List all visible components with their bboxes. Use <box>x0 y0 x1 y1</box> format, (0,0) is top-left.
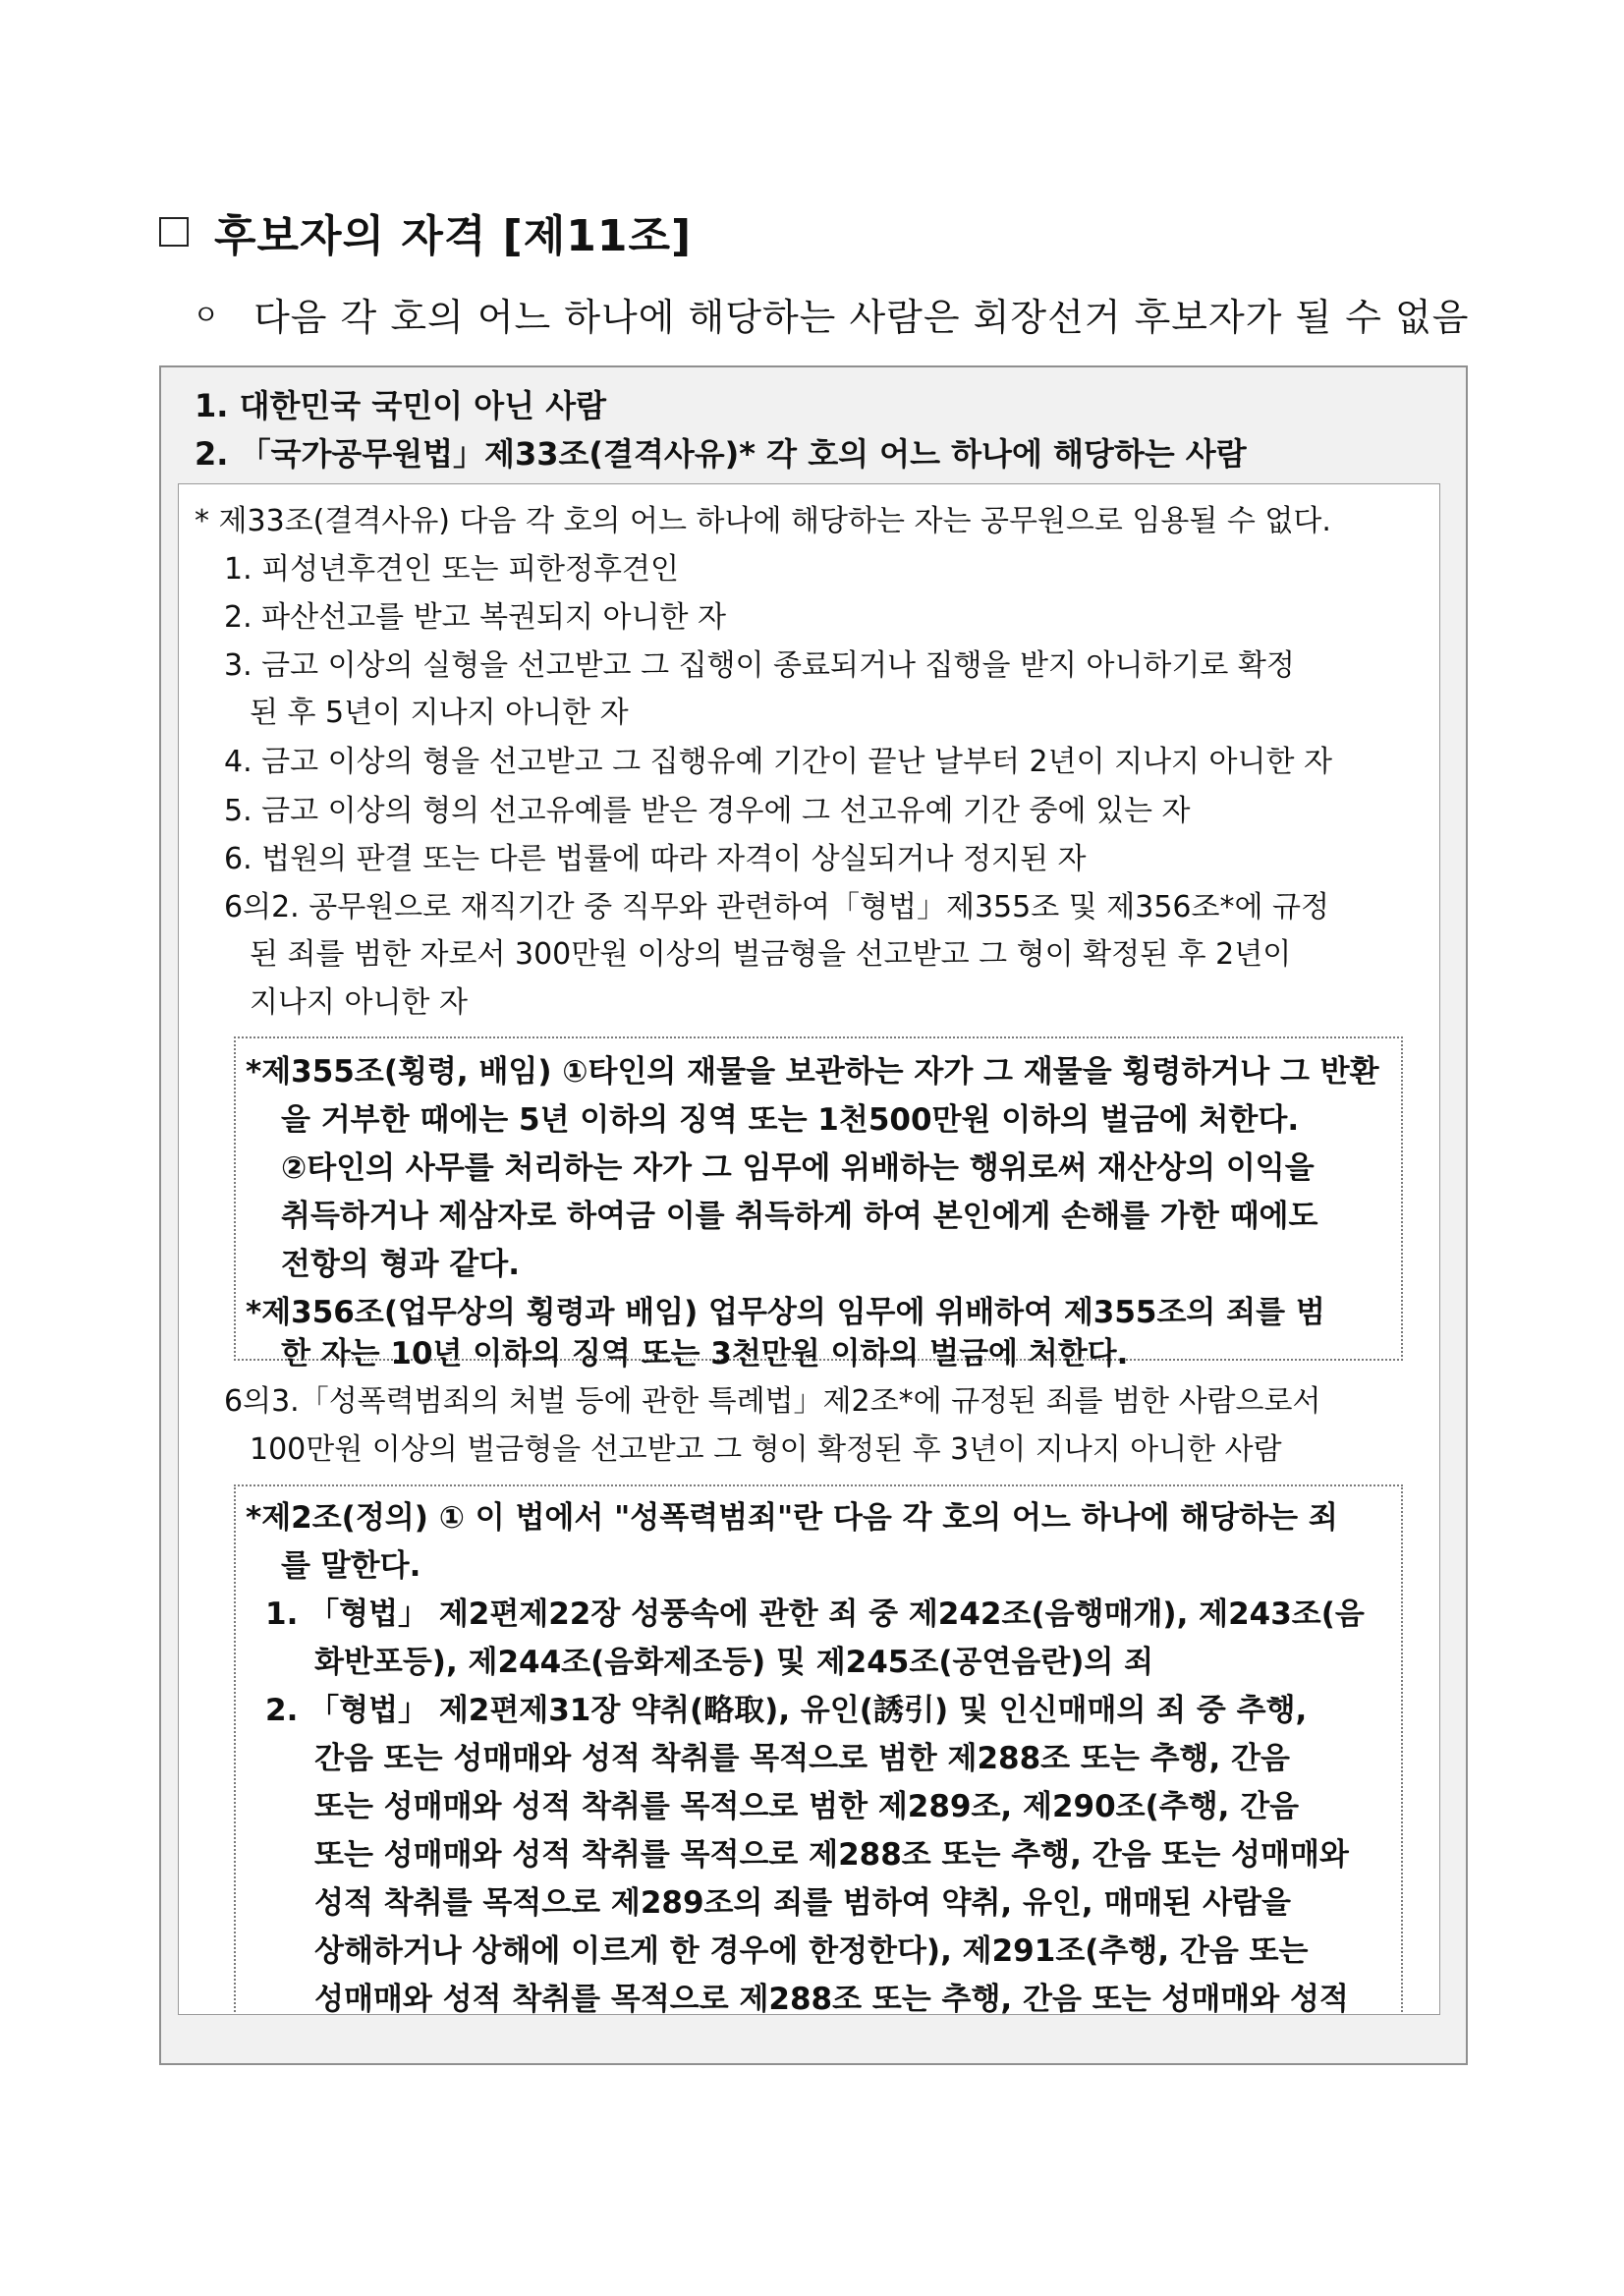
special-act-line: 간음 또는 성매매와 성적 착취를 목적으로 범한 제288조 또는 추행, 간음 <box>314 1741 1290 1776</box>
penal-code-line: ②타인의 사무를 처리하는 자가 그 임무에 위배하는 행위로써 재산상의 이익을 <box>281 1150 1315 1186</box>
penal-code-line: 취득하거나 제삼자로 하여금 이를 취득하게 하여 본인에게 손해를 가한 때에도 <box>281 1199 1318 1234</box>
special-act-line: 1. 「형법」 제2편제22장 성풍속에 관한 죄 중 제242조(음행매개), 제243조(음 <box>265 1596 1365 1632</box>
special-act-line: 또는 성매매와 성적 착취를 목적으로 범한 제289조, 제290조(추행, 간음 <box>314 1789 1300 1824</box>
article33-item-cont: 100만원 이상의 벌금형을 선고받고 그 형이 확정된 후 3년이 지나지 아니한 사람 <box>250 1432 1282 1467</box>
special-act-line: 2. 「형법」 제2편제31장 약취(略取), 유인(誘引) 및 인신매매의 죄 중 추행, <box>265 1693 1308 1728</box>
intro-text: 다음 각 호의 어느 하나에 해당하는 사람은 회장선거 후보자가 될 수 없음 <box>253 295 1470 339</box>
article33-item: 3. 금고 이상의 실형을 선고받고 그 집행이 종료되거나 집행을 받지 아니하기로 확정 <box>224 648 1295 683</box>
special-act-line: 상해하거나 상해에 이르게 한 경우에 한정한다), 제291조(추행, 간음 또는 <box>314 1933 1309 1969</box>
article33-item: 2. 파산선고를 받고 복권되지 아니한 자 <box>224 600 727 635</box>
special-act-line: 성매매와 성적 착취를 목적으로 제288조 또는 추행, 간음 또는 성매매와 성적 <box>314 1982 1349 2015</box>
intro-line <box>193 287 1469 340</box>
checkbox-icon <box>159 217 189 247</box>
special-act-box <box>234 1484 1403 2015</box>
special-act-line: 화반포등), 제244조(음화제조등) 및 제245조(공연음란)의 죄 <box>314 1645 1154 1680</box>
article33-item: 1. 피성년후견인 또는 피한정후견인 <box>224 552 679 587</box>
penal-code-box <box>234 1036 1403 1372</box>
section-title-text: 후보자의 자격 [제11조] <box>214 211 693 261</box>
penal-code-line: 한 자는 10년 이하의 징역 또는 3천만원 이하의 벌금에 처한다. <box>281 1336 1129 1372</box>
criterion-2: 2. 「국가공무원법」제33조(결격사유)* 각 호의 어느 하나에 해당하는 사람 <box>195 435 1247 473</box>
penal-code-line: *제355조(횡령, 배임) ①타인의 재물을 보관하는 자가 그 재물을 횡령하거나 그 반환 <box>246 1054 1379 1090</box>
article33-item: 6의2. 공무원으로 재직기간 중 직무와 관련하여「형법」제355조 및 제356조*에 규정 <box>224 890 1329 924</box>
article33-item-cont: 된 후 5년이 지나지 아니한 자 <box>250 696 629 730</box>
article33-item: 6. 법원의 판결 또는 다른 법률에 따라 자격이 상실되거나 정지된 자 <box>224 842 1087 876</box>
special-act-line: 또는 성매매와 성적 착취를 목적으로 제288조 또는 추행, 간음 또는 성매매와 <box>314 1837 1349 1873</box>
article33-item-cont: 지나지 아니한 자 <box>250 985 468 1020</box>
article33-item: 5. 금고 이상의 형의 선고유예를 받은 경우에 그 선고유예 기간 중에 있는 자 <box>224 794 1191 828</box>
bullet-circle-icon: ㅇ <box>193 299 221 331</box>
criterion-1: 1. 대한민국 국민이 아닌 사람 <box>195 387 607 424</box>
article33-item: 6의3.「성폭력범죄의 처벌 등에 관한 특례법」제2조*에 규정된 죄를 범한 사람으로서 <box>224 1384 1321 1419</box>
penal-code-line: *제356조(업무상의 횡령과 배임) 업무상의 임무에 위배하여 제355조의 죄를 범 <box>246 1295 1325 1330</box>
article33-heading: * 제33조(결격사유) 다음 각 호의 어느 하나에 해당하는 자는 공무원으로 임용될 수 없다. <box>195 504 1331 538</box>
article33-item-cont: 된 죄를 범한 자로서 300만원 이상의 벌금형을 선고받고 그 형이 확정된 후 2년이 <box>250 937 1292 972</box>
special-act-line: 성적 착취를 목적으로 제289조의 죄를 범하여 약취, 유인, 매매된 사람을 <box>314 1885 1291 1921</box>
special-act-line: *제2조(정의) ① 이 법에서 "성폭력범죄"란 다음 각 호의 어느 하나에 해당하는 죄 <box>246 1500 1338 1536</box>
section-title <box>159 202 692 261</box>
special-act-line: 를 말한다. <box>281 1548 421 1584</box>
penal-code-line: 을 거부한 때에는 5년 이하의 징역 또는 1천500만원 이하의 벌금에 처한다. <box>281 1102 1300 1138</box>
article33-box <box>178 483 1440 2015</box>
penal-code-line: 전항의 형과 같다. <box>281 1247 520 1282</box>
article33-item: 4. 금고 이상의 형을 선고받고 그 집행유예 기간이 끝난 날부터 2년이 지나지 아니한 자 <box>224 745 1333 779</box>
